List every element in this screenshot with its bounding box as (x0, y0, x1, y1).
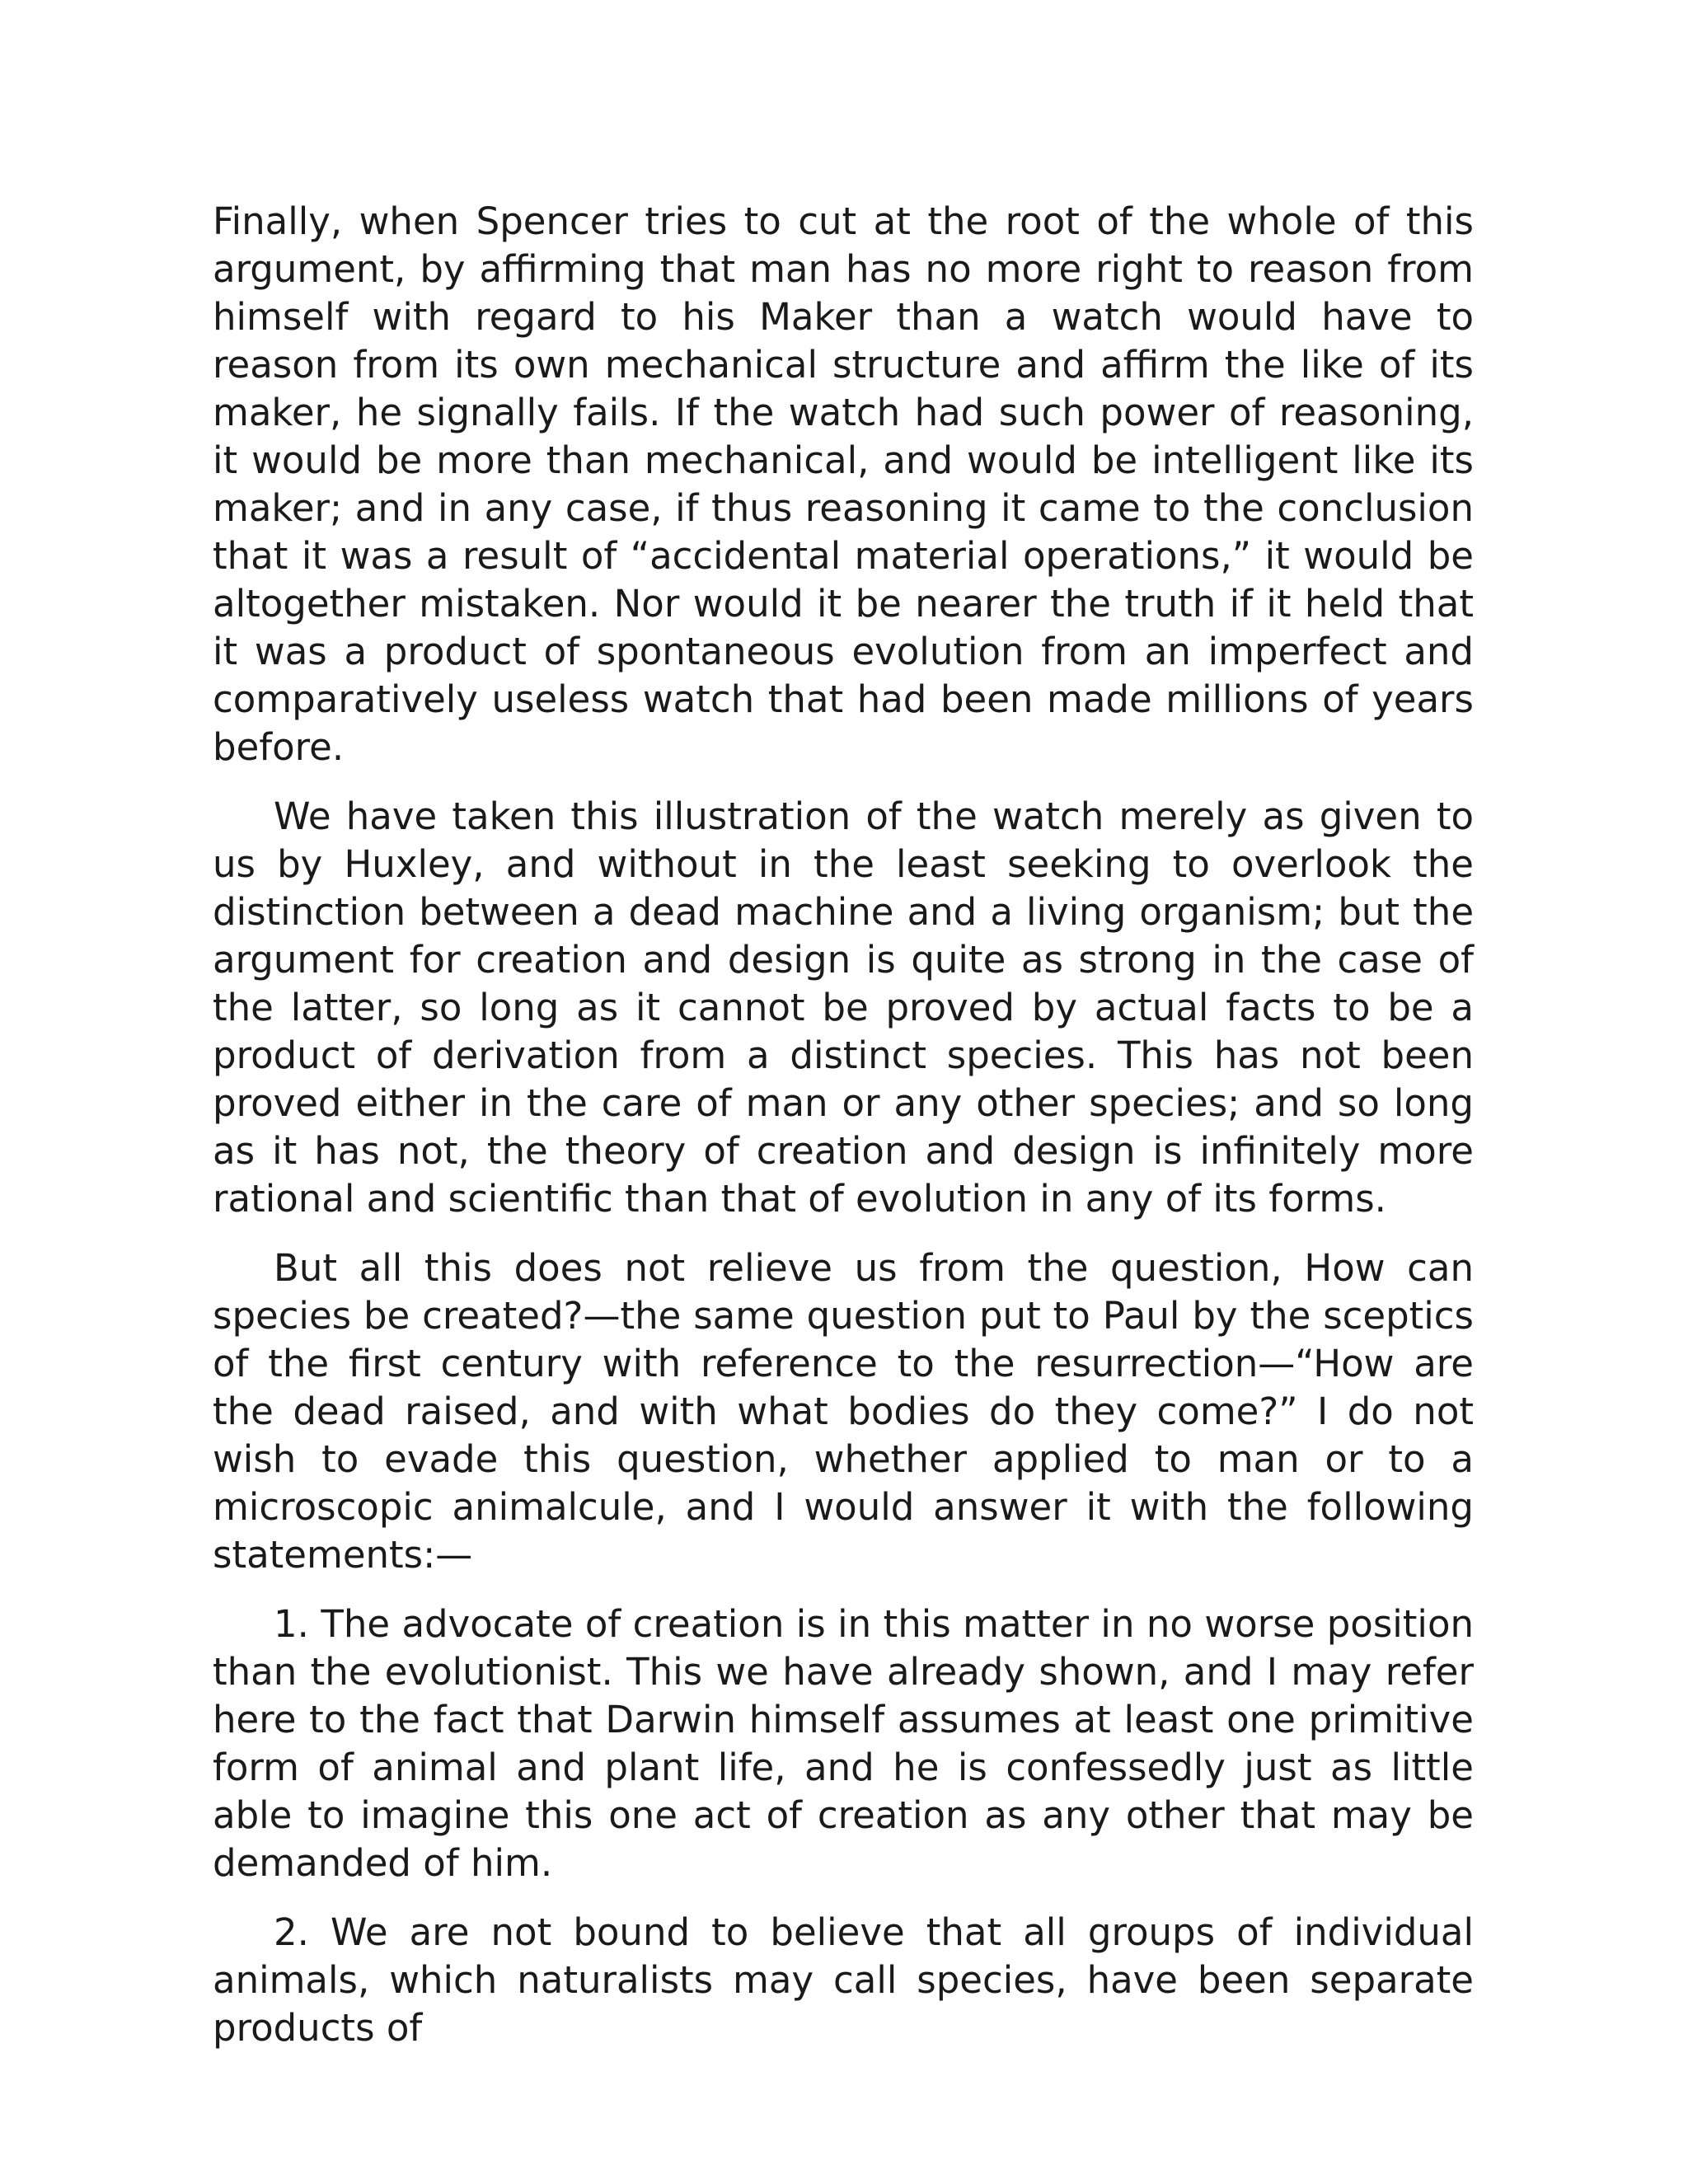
document-body (213, 198, 1474, 2074)
paragraph: 2. We are not bound to believe that all groups of individual animals, which naturalists may call species, have been separate products of (213, 1910, 1474, 2050)
paragraph: But all this does not relieve us from the question, How can species be created?—the same question put to Paul by the sceptics of the first century with reference to the resurrection—“How are the dead raised, and with what bodies do they come?” I do not wish to evade this question, whether applied to man or to a microscopic animalcule, and I would answer it with the following statements:— (213, 1246, 1474, 1577)
paragraph: We have taken this illustration of the watch merely as given to us by Huxley, and without in the least seeking to overlook the distinction between a dead machine and a living organism; but the argument for creation and design is quite as strong in the case of the latter, so long as it cannot be proved by actual facts to be a product of derivation from a distinct species. This has not been proved either in the care of man or any other species; and so long as it has not, the theory of creation and design is infinitely more rational and scientific than that of evolution in any of its forms. (213, 794, 1474, 1221)
paragraph: Finally, when Spencer tries to cut at the root of the whole of this argument, by affirming that man has no more right to reason from himself with regard to his Maker than a watch would have to reason from its own mechanical structure and affirm the like of its maker, he signally fails. If the watch had such power of reasoning, it would be more than mechanical, and would be intelligent like its maker; and in any case, if thus reasoning it came to the conclusion that it was a result of “accidental material operations,” it would be altogether mistaken. Nor would it be nearer the truth if it held that it was a product of spontaneous evolution from an imperfect and comparatively useless watch that had been made millions of years before. (213, 199, 1474, 769)
paragraph: 1. The advocate of creation is in this matter in no worse position than the evolutionist. This we have already shown, and I may refer here to the fact that Darwin himself assumes at least one primitive form of animal and plant life, and he is confessedly just as little able to imagine this one act of creation as any other that may be demanded of him. (213, 1602, 1474, 1885)
